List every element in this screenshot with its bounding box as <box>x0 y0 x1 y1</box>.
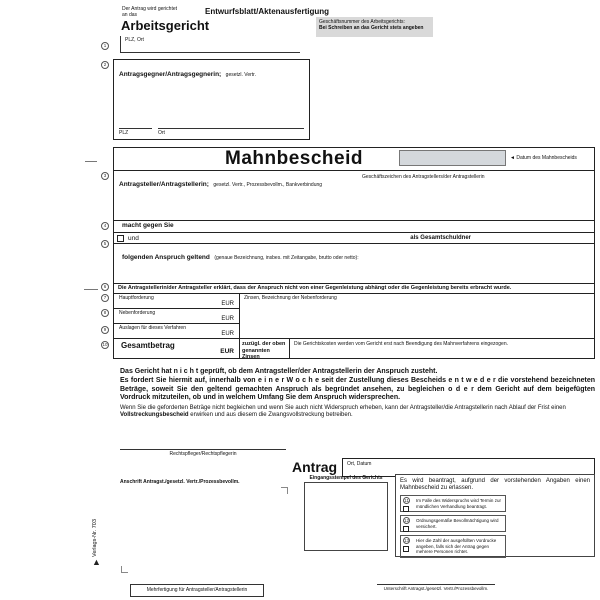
claim-lead-label: folgenden Anspruch geltend <box>122 254 210 261</box>
marker-12: 12 <box>404 518 410 523</box>
form-direction-note-line2: an das <box>122 12 138 18</box>
case-number-hint: Bei Schreiben an das Gericht stets angeben <box>319 25 424 31</box>
request-item-hearing <box>400 495 506 512</box>
fold-mark-bottom <box>84 289 98 290</box>
file-reference-label: Geschäftszeichen des Antragstellers/der Antragstellerin <box>362 174 485 180</box>
declaration-text: Die Antragstellerin/der Antragsteller erklärt, dass der Anspruch nicht von einer Gegenleistung abhängt oder die Gegenleistung bereits erbracht wurde. <box>118 285 512 291</box>
applicant-subtitle: gesetzl. Vertr., Prozessbevollm., Bankverbindung <box>213 182 323 188</box>
mahnbescheid-main-box <box>113 147 595 359</box>
copy-note-label: Mehrfertigung für Antragsteller/Antragstellerin <box>146 587 248 593</box>
marker-1: 1 <box>101 42 109 50</box>
applicant-field[interactable] <box>119 173 322 191</box>
request-item-authorization-text: Ordnungsgemäße Bevollmächtigung wird versichert. <box>416 518 499 529</box>
court-title: Arbeitsgericht <box>121 18 210 33</box>
applicant-signature-line[interactable] <box>377 584 495 592</box>
side-claim-label: Nebenforderung <box>119 310 156 316</box>
interest-column-header: Zinsen, Bezeichnung der Nebenforderung <box>244 295 337 301</box>
crop-mark-top-right <box>281 487 288 494</box>
marker-7: 7 <box>101 294 109 302</box>
marker-3: 3 <box>101 172 109 180</box>
date-label-group <box>510 155 577 161</box>
marker-2: 2 <box>101 61 109 69</box>
court-stamp-box <box>304 482 388 551</box>
plz-ort-label: PLZ, Ort <box>125 37 144 43</box>
respondent-plz-field[interactable] <box>119 128 152 136</box>
form-direction-note-line1: Der Antrag wird gerichtet <box>122 6 178 12</box>
marker-5: 5 <box>101 240 109 248</box>
court-stamp-label: Eingangsstempel des Gerichts <box>309 475 383 481</box>
joint-debtor-label: als Gesamtschuldner <box>410 235 471 241</box>
officer-signature-label: Rechtspfleger/Rechtspflegerin <box>169 451 237 457</box>
crop-mark-bottom-left <box>121 566 128 573</box>
plus-interest-label: zuzügl. der oben genannten Zinsen <box>242 341 286 360</box>
claim-hint-label: (genaue Bezeichnung, insbes. mit Zeitangabe, brutto oder netto): <box>214 255 359 261</box>
marker-6: 6 <box>101 283 109 291</box>
marker-10: 10 <box>102 342 108 347</box>
ort-datum-label: Ort, Datum <box>347 461 372 467</box>
case-number-label: Geschäftsnummer des Arbeitsgerichts: <box>319 19 405 25</box>
copy-type-label: Entwurfsblatt/Aktenausfertigung <box>205 7 330 16</box>
arrow-left-icon: ◄ <box>510 155 515 161</box>
and-label: und <box>128 235 139 242</box>
marker-11: 11 <box>404 498 409 503</box>
notice-paragraph-1: Das Gericht hat n i c h t geprüft, ob dem Antragsteller/der Antragstellerin der Anspruch zusteht. <box>120 368 438 375</box>
applicant-signature-label: Unterschrift Antragst./gesetzl. Vertr./Prozessbevollm. <box>383 586 489 591</box>
divider <box>114 338 594 339</box>
copy-note-box <box>130 584 264 597</box>
against-label: macht gegen Sie <box>122 222 174 229</box>
marker-8: 8 <box>101 309 109 317</box>
respondent-address-box[interactable] <box>113 59 310 140</box>
marker-13: 13 <box>404 538 410 543</box>
divider <box>114 170 594 171</box>
publisher-logo-icon: ▲ <box>92 557 101 567</box>
fold-mark-top <box>85 161 97 162</box>
claim-field[interactable] <box>122 246 590 264</box>
notice-paragraph-3: Wenn Sie die geforderten Beträge nicht begleichen und wenn Sie auch nicht Widerspruch erheben, kann der Antragsteller/die Antragstellerin nach Ablauf der Frist einen Vollstreckungsbescheid erwirken und aus diesem die Zwangsvollstreckung betreiben. <box>120 405 566 418</box>
marker-4: 4 <box>101 222 109 230</box>
request-item-form-count-text: Hier die Zahl der ausgefüllten Vordrucke angeben, falls sich der Antrag gegen mehrere Personen richtet. <box>416 538 497 554</box>
request-item-hearing-text: Im Falle des Widerspruchs wird Termin zur mündlichen Verhandlung beantragt. <box>416 498 501 509</box>
joint-debtor-checkbox[interactable] <box>117 235 124 242</box>
divider <box>114 308 239 309</box>
column-divider <box>289 338 290 358</box>
court-address-field[interactable] <box>120 36 300 53</box>
total-label: Gesamtbetrag <box>121 341 175 350</box>
publisher-number: Verlags-Nr. 703 <box>92 519 98 557</box>
mahnbescheid-date-field[interactable] <box>399 150 506 166</box>
expenses-currency[interactable]: EUR <box>221 331 234 337</box>
divider <box>114 232 594 233</box>
officer-signature-line <box>120 449 286 457</box>
notice-paragraph-2: Es fordert Sie hiermit auf, innerhalb von e i n e r W o c h e seit der Zustellung dieses Bescheids e n t w e d e r die vorstehend bezeichneten Beträge, soweit Sie den geltend gemachten Anspruch als begründet ansehen, zu begleichen o d e r dem Gericht auf dem beigefügten Vordruck mitzuteilen, ob und in welchem Umfang Sie dem Anspruch widersprechen. <box>120 377 595 401</box>
respondent-plz-label: PLZ <box>119 130 129 136</box>
divider <box>114 283 594 284</box>
hearing-checkbox[interactable] <box>403 506 409 512</box>
antrag-title: Antrag <box>292 459 338 475</box>
respondent-subtitle: gesetzl. Vertr. <box>225 72 256 78</box>
divider <box>114 323 239 324</box>
request-panel <box>395 474 595 557</box>
side-claim-currency[interactable]: EUR <box>221 316 234 322</box>
respondent-ort-label: Ort <box>158 130 165 136</box>
applicant-title: Antragsteller/Antragstellerin; <box>119 181 209 188</box>
applicant-address-label: Anschrift Antragst./gesetzl. Vertr./Prozessbevollm. <box>120 479 240 485</box>
case-number-box[interactable] <box>316 17 433 37</box>
divider <box>114 220 594 221</box>
divider <box>114 293 594 294</box>
court-fee-note: Die Gerichtskosten werden vom Gericht erst nach Beendigung des Mahnverfahrens eingezogen. <box>294 341 509 347</box>
main-claim-label: Hauptforderung <box>119 295 154 301</box>
divider <box>114 243 594 244</box>
request-item-form-count <box>400 535 506 558</box>
column-divider <box>239 293 240 358</box>
request-item-authorization <box>400 515 506 532</box>
authorization-checkbox[interactable] <box>403 526 409 532</box>
total-currency[interactable]: EUR <box>220 348 234 355</box>
respondent-title: Antragsgegner/Antragsgegnerin; <box>119 71 222 78</box>
marker-9: 9 <box>101 326 109 334</box>
date-label: Datum des Mahnbescheids <box>516 155 577 161</box>
request-intro-text: Es wird beantragt, aufgrund der vorstehenden Angaben einen Mahnbescheid zu erlassen. <box>400 478 590 491</box>
expenses-label: Auslagen für dieses Verfahren <box>119 325 186 331</box>
respondent-ort-field[interactable] <box>158 128 304 136</box>
mahnbescheid-title: Mahnbescheid <box>225 148 363 169</box>
form-count-field[interactable] <box>403 546 409 552</box>
main-claim-currency[interactable]: EUR <box>221 301 234 307</box>
